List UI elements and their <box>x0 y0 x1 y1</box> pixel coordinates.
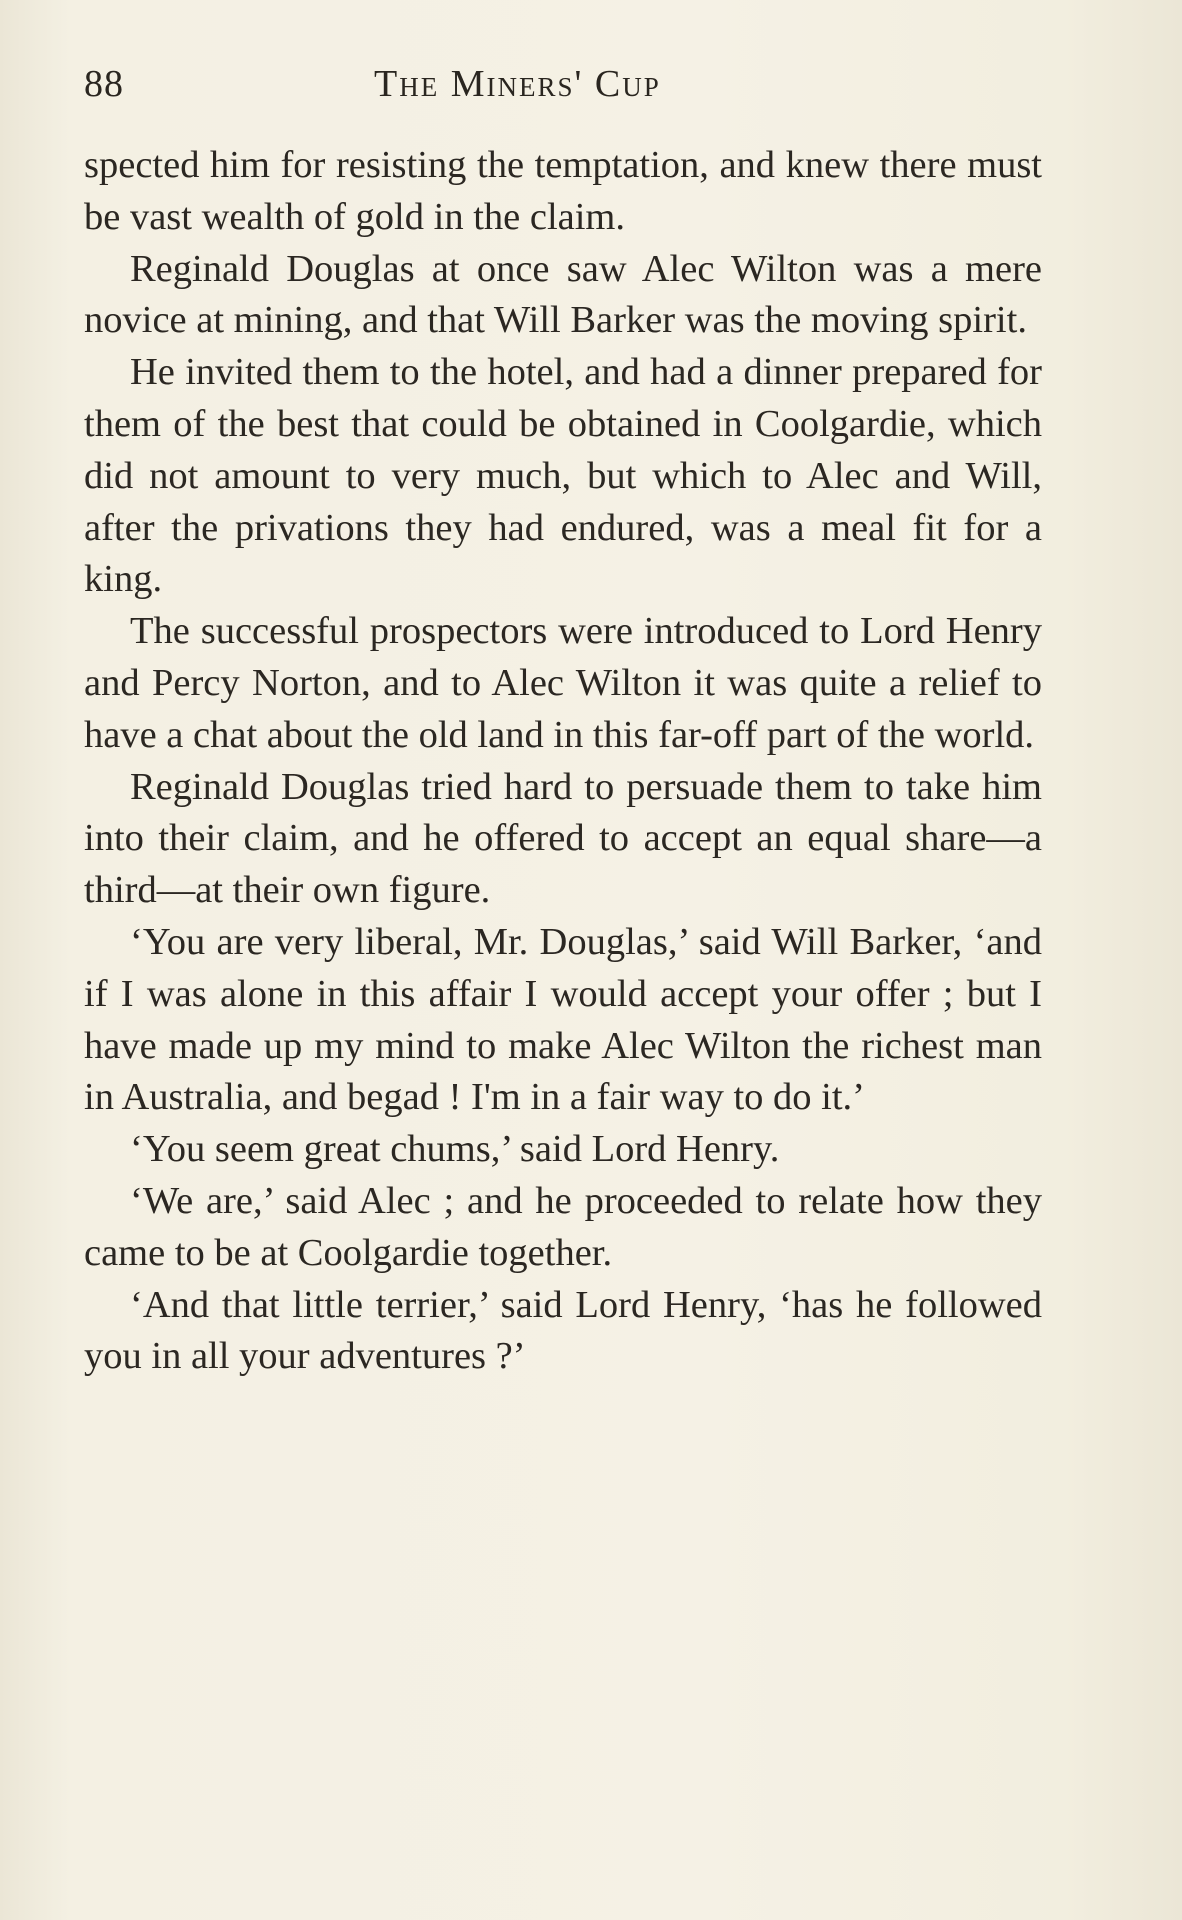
paragraph: ‘And that little terrier,’ said Lord Henry, ‘has he followed you in all your adventures ?’ <box>84 1283 1042 1378</box>
body-text <box>84 140 1042 1383</box>
paragraph: He invited them to the hotel, and had a dinner prepared for them of the best that could be obtained in Coolgardie, which did not amount to very much, but which to Alec and Will, after the privations they had endured, was a meal fit for a king. <box>84 351 1042 601</box>
running-title: The Miners' Cup <box>374 63 661 105</box>
running-head <box>84 62 1044 112</box>
paragraph: Reginald Douglas at once saw Alec Wilton was a mere novice at mining, and that Will Barker was the moving spirit. <box>84 247 1042 342</box>
paragraph: ‘You are very liberal, Mr. Douglas,’ said Will Barker, ‘and if I was alone in this affair I would accept your offer ; but I have made up my mind to make Alec Wilton the richest man in Australia, and begad ! I'm in a fair way to do it.’ <box>84 920 1042 1119</box>
paragraph-continued: spected him for resisting the temptation, and knew there must be vast wealth of gold in the claim. <box>84 144 1042 238</box>
paragraph: ‘We are,’ said Alec ; and he proceeded to relate how they came to be at Coolgardie together. <box>84 1179 1042 1274</box>
page-number: 88 <box>84 63 124 105</box>
paragraph: Reginald Douglas tried hard to persuade them to take him into their claim, and he offered to accept an equal share—a third—at their own figure. <box>84 765 1042 912</box>
paragraph: The successful prospectors were introduced to Lord Henry and Percy Norton, and to Alec Wilton it was quite a relief to have a chat about the old land in this far-off part of the world. <box>84 610 1042 756</box>
paragraph: ‘You seem great chums,’ said Lord Henry. <box>130 1128 780 1171</box>
